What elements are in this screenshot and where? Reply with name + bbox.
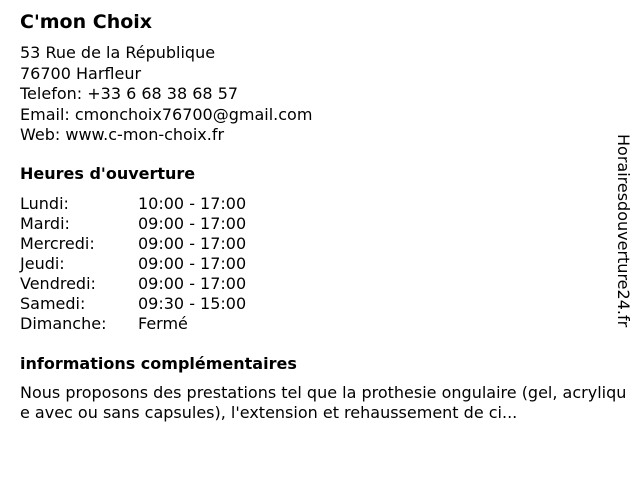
day-hours: 09:00 - 17:00 <box>138 214 247 233</box>
email-link[interactable]: cmonchoix76700@gmail.com <box>74 104 313 124</box>
day-hours: 09:00 - 17:00 <box>138 254 247 273</box>
day-hours: 09:00 - 17:00 <box>138 234 247 253</box>
email-label: Email: <box>20 104 70 124</box>
opening-hours-table <box>20 194 246 334</box>
day-label: Mercredi: <box>20 234 95 253</box>
additional-info-text: Nous proposons des prestations tel que la prothesie ongulaire (gel, acrylique avec ou sans capsules), l'extension et rehaussement de ci... <box>20 383 627 422</box>
address-line-street: 53 Rue de la République <box>20 43 216 62</box>
day-label: Samedi: <box>20 294 86 313</box>
day-label: Lundi: <box>20 194 69 213</box>
web-line <box>20 125 312 146</box>
day-hours: Fermé <box>138 314 188 333</box>
additional-info-heading: informations complémentaires <box>20 354 297 373</box>
phone-line <box>20 84 312 105</box>
site-watermark <box>613 134 633 344</box>
day-label: Jeudi: <box>20 254 65 273</box>
day-hours: 09:30 - 15:00 <box>138 294 247 313</box>
day-label: Vendredi: <box>20 274 96 293</box>
hours-row-friday <box>20 274 246 294</box>
day-label: Mardi: <box>20 214 70 233</box>
hours-row-saturday <box>20 294 246 314</box>
phone-label: Telefon: <box>20 84 83 103</box>
email-line <box>20 105 312 126</box>
day-label: Dimanche: <box>20 314 107 333</box>
hours-row-thursday <box>20 254 246 274</box>
site-watermark-text[interactable]: Horairesdouverture24.fr <box>614 134 633 328</box>
contact-block <box>20 43 312 146</box>
hours-row-wednesday <box>20 234 246 254</box>
address-line-city: 76700 Harfleur <box>20 63 142 83</box>
hours-row-sunday <box>20 314 246 334</box>
hours-row-monday <box>20 194 246 214</box>
day-hours: 09:00 - 17:00 <box>138 274 247 293</box>
business-name: C'mon Choix <box>20 11 153 33</box>
opening-hours-heading: Heures d'ouverture <box>20 164 196 183</box>
day-hours: 10:00 - 17:00 <box>138 194 247 213</box>
web-label: Web: <box>20 125 61 144</box>
phone-link[interactable]: +33 6 68 38 68 57 <box>87 84 239 103</box>
website-link[interactable]: www.c-mon-choix.fr <box>65 125 225 144</box>
hours-row-tuesday <box>20 214 246 234</box>
